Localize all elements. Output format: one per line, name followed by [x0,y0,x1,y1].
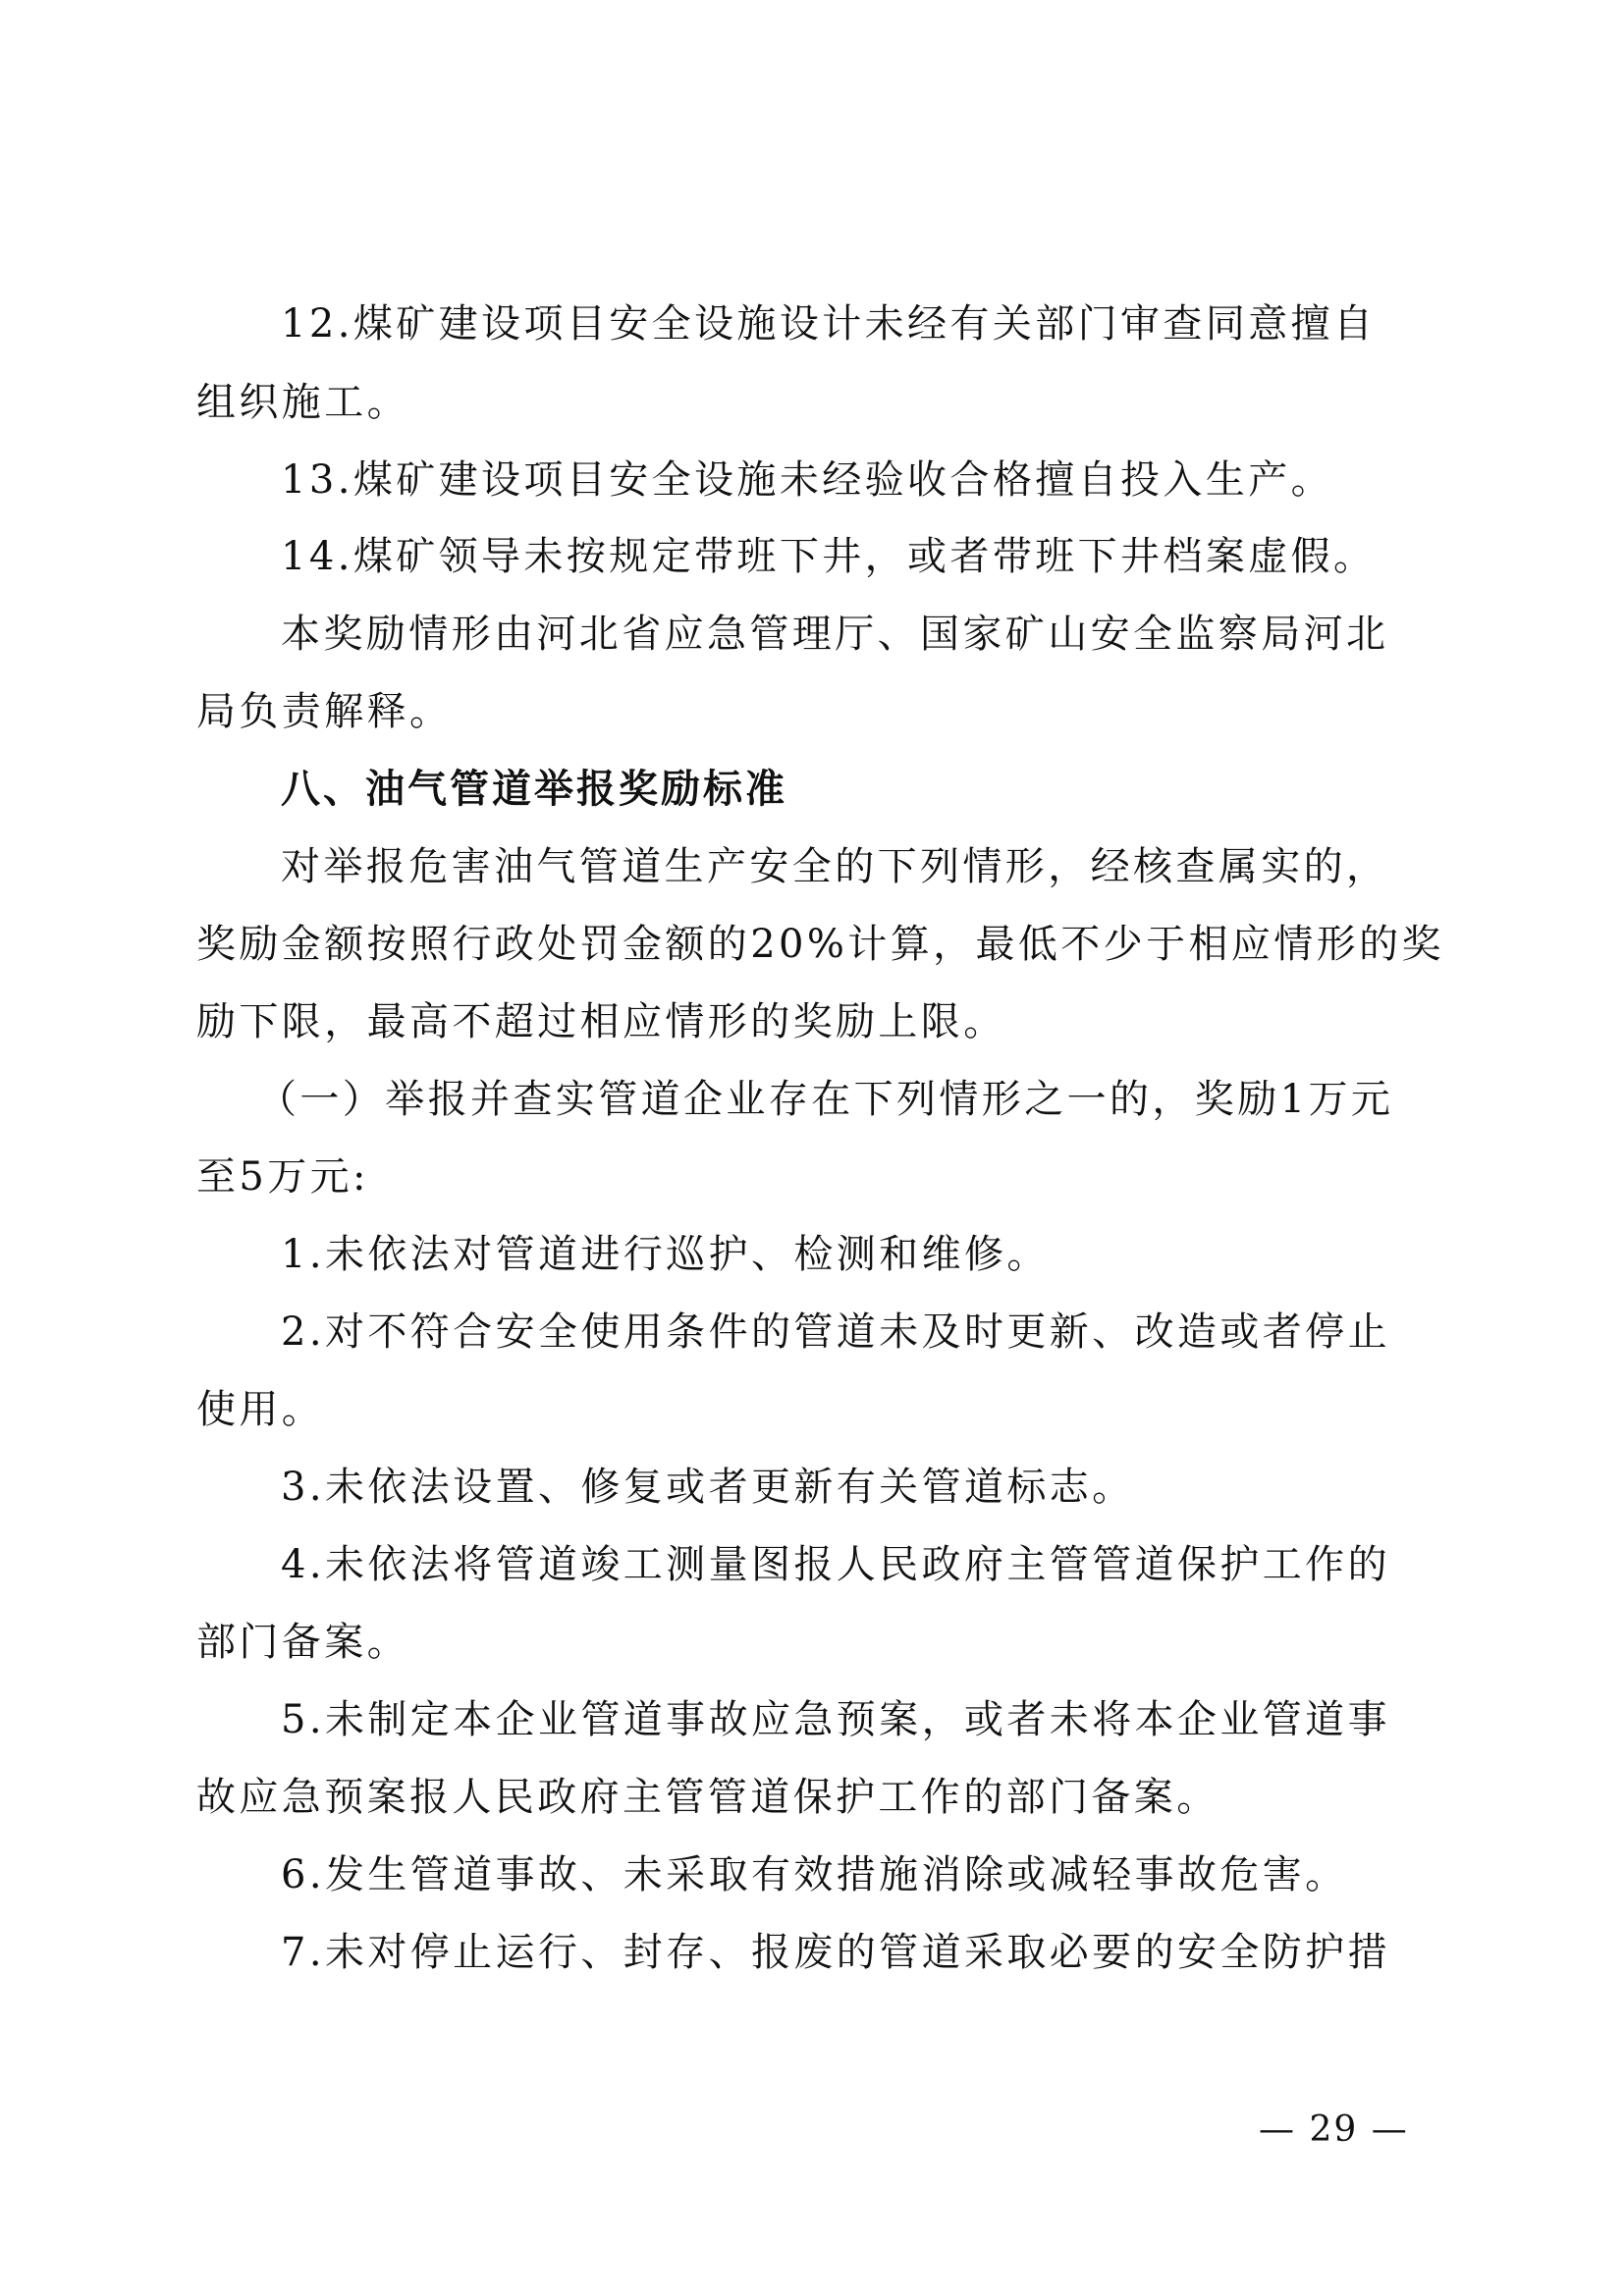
intro-line-3: 励下限，最高不超过相应情形的奖励上限。 [196,999,1006,1044]
interpretation-note-line-2: 局负责解释。 [196,689,453,734]
list-item-5-line-2: 故应急预案报人民政府主管管道保护工作的部门备案。 [196,1775,1219,1820]
interpretation-note-line-1: 本奖励情形由河北省应急管理厅、国家矿山安全监察局河北 [281,612,1389,657]
list-item-1: 1.未依法对管道进行巡护、检测和维修。 [281,1232,1050,1277]
list-item-4-line-1: 4.未依法将管道竣工测量图报人民政府主管管道保护工作的 [281,1542,1390,1587]
section-heading: 八、油气管道举报奖励标准 [281,767,787,812]
list-item-4-line-2: 部门备案。 [196,1620,409,1665]
list-item-3: 3.未依法设置、修复或者更新有关管道标志。 [281,1465,1135,1510]
item-12-line-2: 组织施工。 [196,380,409,425]
item-12-line-1: 12.煤矿建设项目安全设施设计未经有关部门审查同意擅自 [281,301,1377,347]
page-number: — 29 — [1259,2109,1409,2150]
list-item-7-line-1: 7.未对停止运行、封存、报废的管道采取必要的安全防护措 [281,1930,1390,1975]
list-item-2-line-2: 使用。 [196,1387,325,1432]
subsection-heading-line-1: （一）举报并查实管道企业存在下列情形之一的，奖励1万元 [257,1077,1394,1122]
item-13: 13.煤矿建设项目安全设施未经验收合格擅自投入生产。 [281,457,1334,503]
intro-line-1: 对举报危害油气管道生产安全的下列情形，经核查属实的， [281,844,1389,889]
subsection-heading-line-2: 至5万元: [196,1154,369,1200]
intro-line-2: 奖励金额按照行政处罚金额的20%计算，最低不少于相应情形的奖 [196,922,1444,967]
list-item-5-line-1: 5.未制定本企业管道事故应急预案，或者未将本企业管道事 [281,1697,1390,1742]
item-14: 14.煤矿领导未按规定带班下井，或者带班下井档案虚假。 [281,534,1377,579]
list-item-6: 6.发生管道事故、未采取有效措施消除或减轻事故危害。 [281,1852,1348,1897]
list-item-2-line-1: 2.对不符合安全使用条件的管道未及时更新、改造或者停止 [281,1309,1390,1355]
